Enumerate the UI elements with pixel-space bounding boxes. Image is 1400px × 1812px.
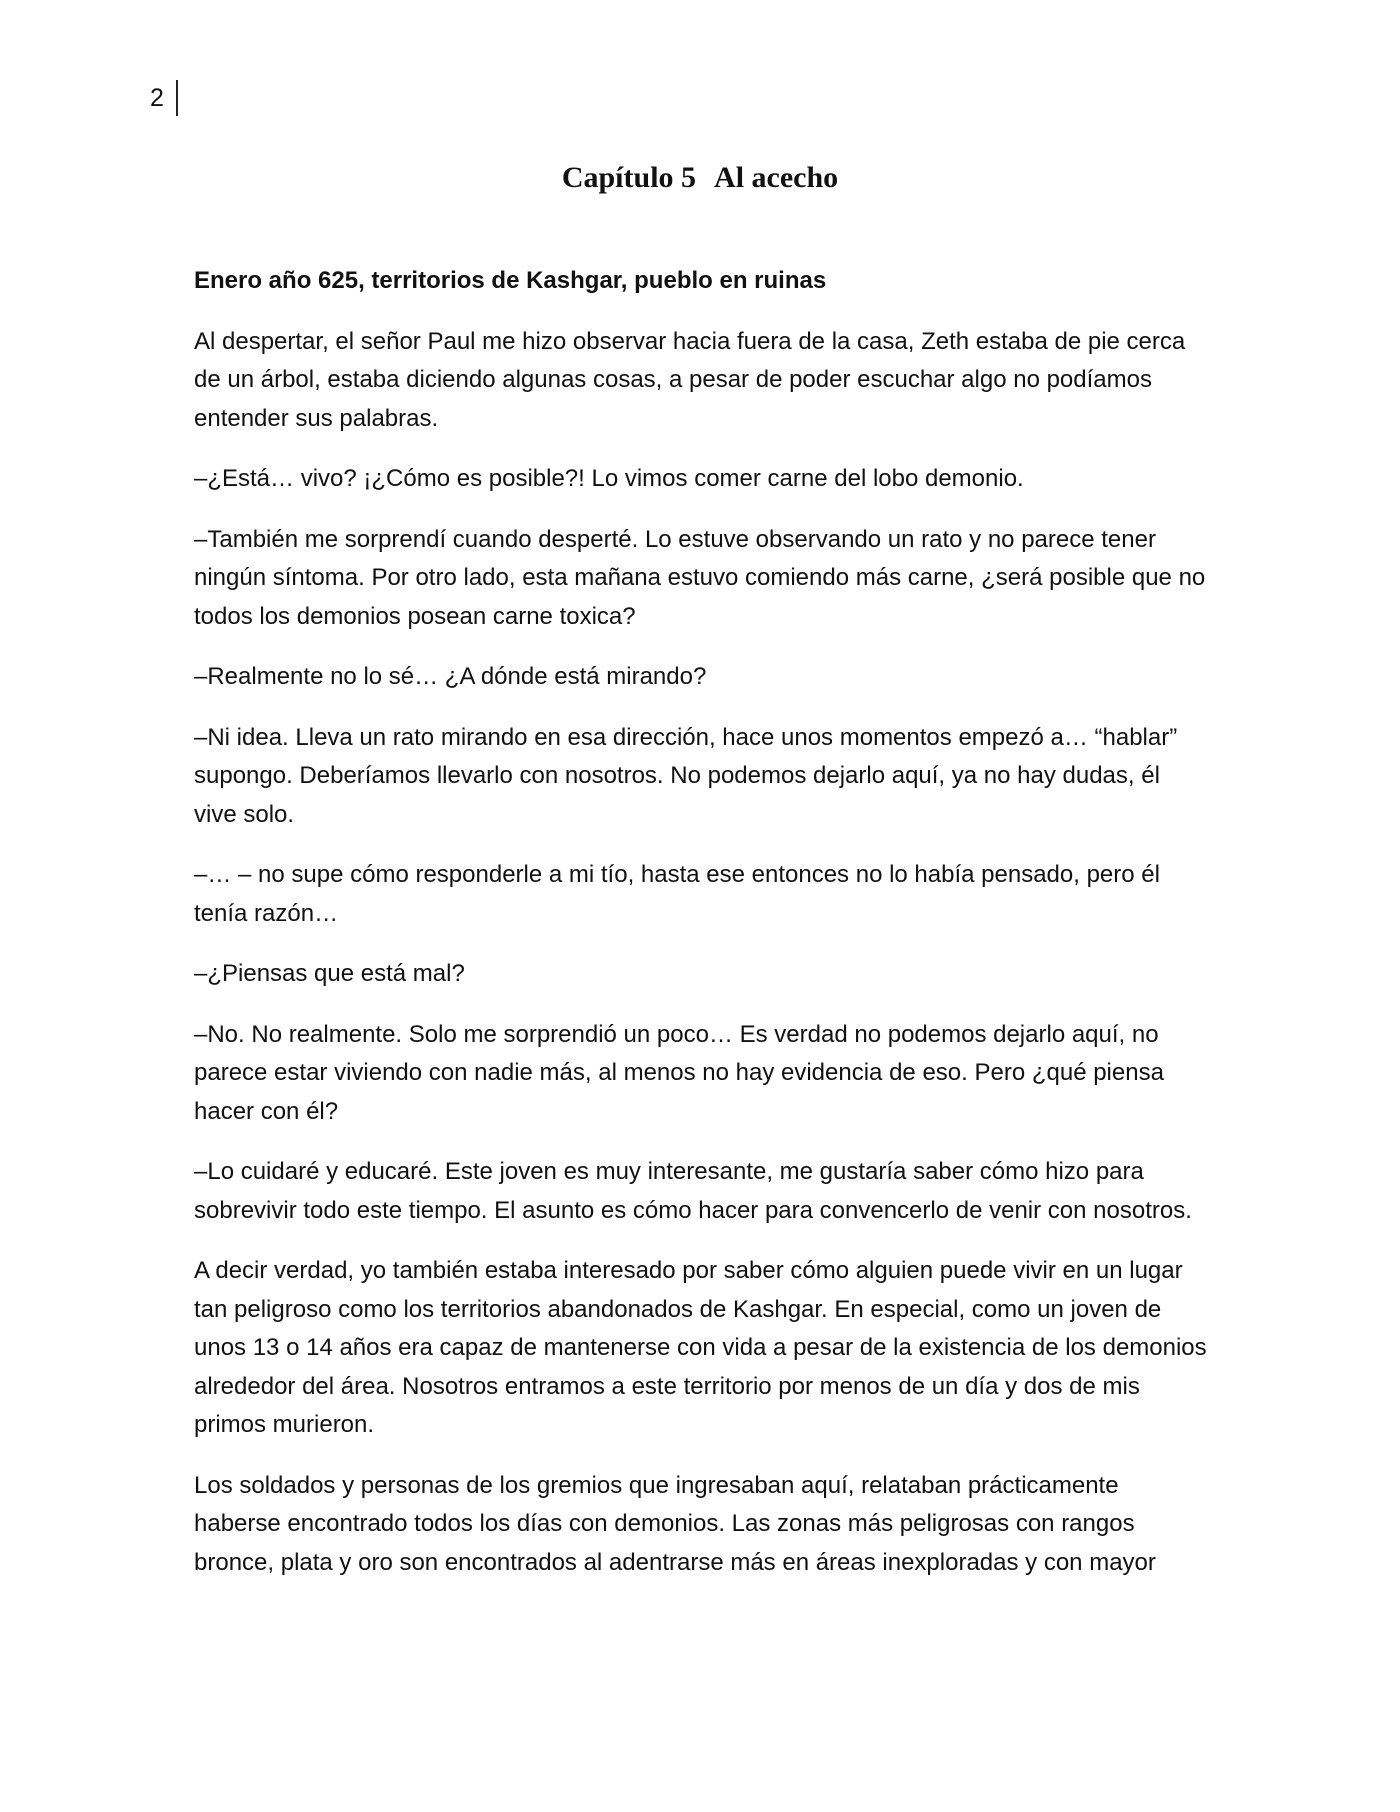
chapter-name: Al acecho (714, 161, 839, 194)
paragraph: –Lo cuidaré y educaré. Este joven es muy interesante, me gustaría saber cómo hizo para sobrevivir todo este tiempo. El asunto es cómo hacer para convencerlo de venir con nosotros. (194, 1158, 1192, 1224)
header-divider (176, 80, 178, 116)
paragraph: –¿Está… vivo? ¡¿Cómo es posible?! Lo vimos comer carne del lobo demonio. (194, 465, 1024, 492)
paragraph: Los soldados y personas de los gremios que ingresaban aquí, relataban prácticamente haberse encontrado todos los días con demonios. Las zonas más peligrosas con rangos bronce, plata y oro son encontrados al adentrarse más en áreas inexploradas y con mayor (194, 1471, 1156, 1576)
paragraph: –Realmente no lo sé… ¿A dónde está mirando? (194, 663, 707, 690)
chapter-number: Capítulo 5 (561, 161, 697, 194)
paragraph: A decir verdad, yo también estaba interesado por saber cómo alguien puede vivir en un lugar tan peligroso como los territorios abandonados de Kashgar. En especial, como un joven de unos 13 o 14 años era capaz de mantenerse con vida a pesar de la existencia de los demonios alrededor del área. Nosotros entramos a este territorio por menos de un día y dos de mis primos murieron. (194, 1257, 1207, 1438)
paragraph: –Ni idea. Lleva un rato mirando en esa dirección, hace unos momentos empezó a… “hablar” supongo. Deberíamos llevarlo con nosotros. No podemos dejarlo aquí, ya no hay dudas, él vive solo. (194, 723, 1178, 828)
paragraph: –… – no supe cómo responderle a mi tío, hasta ese entonces no lo había pensado, pero él tenía razón… (194, 861, 1160, 927)
paragraph: Al despertar, el señor Paul me hizo observar hacia fuera de la casa, Zeth estaba de pie cerca de un árbol, estaba diciendo algunas cosas, a pesar de poder escuchar algo no podíamos entender sus palabras. (194, 327, 1186, 432)
paragraph: –No. No realmente. Solo me sorprendió un poco… Es verdad no podemos dejarlo aquí, no parece estar viviendo con nadie más, al menos no hay evidencia de eso. Pero ¿qué piensa hacer con él? (194, 1020, 1164, 1125)
chapter-body (194, 262, 1209, 1604)
section-subheading: Enero año 625, territorios de Kashgar, pueblo en ruinas (194, 267, 827, 294)
chapter-title (0, 158, 1400, 198)
page-header (150, 80, 178, 116)
paragraph: –También me sorprendí cuando desperté. Lo estuve observando un rato y no parece tener ningún síntoma. Por otro lado, esta mañana estuvo comiendo más carne, ¿será posible que no todos los demonios posean carne toxica? (194, 525, 1206, 630)
paragraph: –¿Piensas que está mal? (194, 960, 465, 987)
page-number: 2 (150, 84, 164, 112)
